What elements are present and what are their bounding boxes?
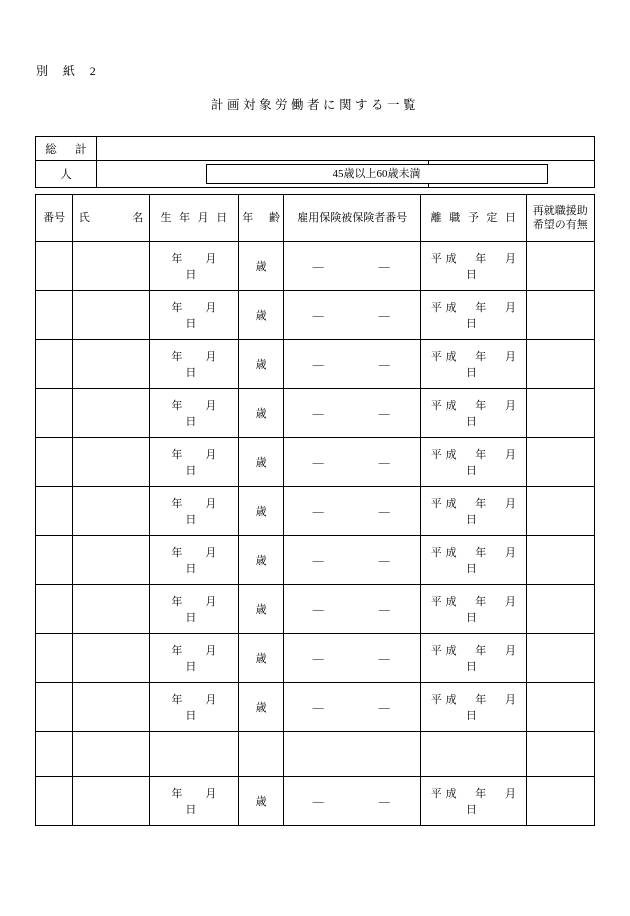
cell-leave-date-text: 平成 年 月 日 bbox=[430, 351, 535, 379]
cell-no[interactable] bbox=[36, 242, 73, 291]
table-row bbox=[36, 683, 595, 732]
table-row bbox=[36, 634, 595, 683]
header-reemployment bbox=[526, 195, 594, 242]
cell-leave-date[interactable] bbox=[421, 634, 535, 683]
cell-reemployment[interactable] bbox=[526, 340, 594, 389]
cell-leave-date-text: 平成 年 月 日 bbox=[430, 400, 535, 428]
cell-age[interactable] bbox=[238, 242, 284, 291]
cell-no[interactable] bbox=[36, 777, 73, 826]
table-body bbox=[36, 242, 595, 826]
cell-insurance-no-text: ― ― bbox=[312, 457, 392, 469]
cell-birth[interactable] bbox=[149, 634, 238, 683]
cell-no[interactable] bbox=[36, 389, 73, 438]
cell-leave-date[interactable] bbox=[421, 340, 535, 389]
header-age: 年 齢 bbox=[238, 195, 284, 242]
cell-age-text: 歳 bbox=[255, 702, 267, 714]
table-row bbox=[36, 389, 595, 438]
document-label: 別 紙 2 bbox=[36, 64, 98, 78]
cell-no[interactable] bbox=[36, 585, 73, 634]
cell-name[interactable] bbox=[73, 487, 150, 536]
header-leave-date: 離 職 予 定 日 bbox=[421, 195, 527, 242]
cell-reemployment[interactable] bbox=[526, 777, 594, 826]
cell-age-text: 歳 bbox=[255, 457, 267, 469]
worker-list-table bbox=[35, 194, 595, 826]
cell-insurance-no[interactable] bbox=[284, 536, 421, 585]
cell-age-text: 歳 bbox=[255, 604, 267, 616]
cell-age bbox=[238, 732, 284, 777]
cell-leave-date-text: 平成 年 月 日 bbox=[430, 547, 535, 575]
cell-leave-date[interactable] bbox=[421, 777, 535, 826]
cell-name[interactable] bbox=[73, 634, 150, 683]
cell-insurance-no-text: ― ― bbox=[312, 653, 392, 665]
cell-age[interactable] bbox=[238, 438, 284, 487]
table-row bbox=[36, 777, 595, 826]
cell-age-text: 歳 bbox=[255, 796, 267, 808]
cell-leave-date[interactable] bbox=[421, 585, 535, 634]
cell-age[interactable] bbox=[238, 487, 284, 536]
total-value-cell[interactable] bbox=[97, 137, 595, 161]
cell-insurance-no[interactable] bbox=[284, 340, 421, 389]
cell-leave-date-text: 平成 年 月 日 bbox=[430, 498, 535, 526]
cell-insurance-no[interactable] bbox=[284, 777, 421, 826]
cell-name bbox=[73, 732, 150, 777]
header-insurance-no: 雇用保険被保険者番号 bbox=[284, 195, 421, 242]
cell-leave-date[interactable] bbox=[421, 291, 535, 340]
cell-leave-date-text: 平成 年 月 日 bbox=[430, 449, 535, 477]
table-row bbox=[36, 487, 595, 536]
cell-birth[interactable] bbox=[149, 536, 238, 585]
cell-insurance-no-text: ― ― bbox=[312, 796, 392, 808]
cell-insurance-no-text: ― ― bbox=[312, 702, 392, 714]
cell-no[interactable] bbox=[36, 487, 73, 536]
cell-reemployment[interactable] bbox=[526, 634, 594, 683]
cell-insurance-no-text: ― ― bbox=[312, 408, 392, 420]
cell-age[interactable] bbox=[238, 777, 284, 826]
cell-reemployment[interactable] bbox=[526, 389, 594, 438]
cell-age[interactable] bbox=[238, 536, 284, 585]
cell-birth-text: 年 月 日 bbox=[171, 351, 240, 379]
cell-age-text: 歳 bbox=[255, 555, 267, 567]
cell-age[interactable] bbox=[238, 291, 284, 340]
cell-age[interactable] bbox=[238, 389, 284, 438]
table-row bbox=[36, 438, 595, 487]
cell-name[interactable] bbox=[73, 438, 150, 487]
cell-birth-text: 年 月 日 bbox=[171, 694, 240, 722]
cell-reemployment[interactable] bbox=[526, 536, 594, 585]
age-range-cell bbox=[263, 161, 429, 188]
cell-insurance-no-text: ― ― bbox=[312, 506, 392, 518]
cell-insurance-no[interactable] bbox=[284, 487, 421, 536]
table-row bbox=[36, 536, 595, 585]
cell-leave-date[interactable] bbox=[421, 389, 535, 438]
cell-name[interactable] bbox=[73, 291, 150, 340]
cell-birth[interactable] bbox=[149, 438, 238, 487]
cell-reemployment[interactable] bbox=[526, 291, 594, 340]
cell-birth[interactable] bbox=[149, 291, 238, 340]
cell-leave-date-text: 平成 年 月 日 bbox=[430, 253, 535, 281]
cell-insurance-no[interactable] bbox=[284, 291, 421, 340]
cell-no bbox=[36, 732, 73, 777]
cell-reemployment[interactable] bbox=[526, 487, 594, 536]
cell-birth[interactable] bbox=[149, 487, 238, 536]
cell-birth[interactable] bbox=[149, 683, 238, 732]
cell-birth[interactable] bbox=[149, 585, 238, 634]
cell-insurance-no bbox=[284, 732, 421, 777]
cell-name[interactable] bbox=[73, 683, 150, 732]
cell-birth[interactable] bbox=[149, 340, 238, 389]
cell-leave-date-text: 平成 年 月 日 bbox=[430, 596, 535, 624]
cell-birth[interactable] bbox=[149, 242, 238, 291]
document-title: 計画対象労働者に関する一覧 bbox=[210, 98, 419, 112]
cell-age-text: 歳 bbox=[255, 359, 267, 371]
table-header-row bbox=[36, 195, 595, 242]
cell-age[interactable] bbox=[238, 340, 284, 389]
cell-age-text: 歳 bbox=[255, 261, 267, 273]
cell-leave-date-text: 平成 年 月 日 bbox=[430, 788, 535, 816]
cell-insurance-no-text: ― ― bbox=[312, 310, 392, 322]
cell-birth-text: 年 月 日 bbox=[171, 400, 240, 428]
table-row-continuation bbox=[36, 732, 595, 777]
cell-birth-text: 年 月 日 bbox=[171, 253, 240, 281]
cell-name[interactable] bbox=[73, 242, 150, 291]
cell-leave-date[interactable] bbox=[421, 487, 535, 536]
cell-birth[interactable] bbox=[149, 777, 238, 826]
header-reemployment-line2: 希望の有無 bbox=[532, 219, 588, 231]
header-no: 番号 bbox=[36, 195, 73, 242]
cell-insurance-no[interactable] bbox=[284, 438, 421, 487]
cell-age-text: 歳 bbox=[255, 653, 267, 665]
cell-insurance-no[interactable] bbox=[284, 634, 421, 683]
cell-insurance-no-text: ― ― bbox=[312, 261, 392, 273]
summary-row-bottom bbox=[36, 161, 595, 188]
cell-leave-date-text: 平成 年 月 日 bbox=[430, 302, 535, 330]
summary-table bbox=[35, 136, 595, 188]
cell-birth-text: 年 月 日 bbox=[171, 449, 240, 477]
cell-leave-date bbox=[421, 732, 527, 777]
cell-leave-date[interactable] bbox=[421, 536, 535, 585]
cell-age-text: 歳 bbox=[255, 408, 267, 420]
cell-birth[interactable] bbox=[149, 389, 238, 438]
cell-reemployment[interactable] bbox=[526, 683, 594, 732]
cell-name[interactable] bbox=[73, 389, 150, 438]
cell-name[interactable] bbox=[73, 585, 150, 634]
cell-reemployment[interactable] bbox=[526, 438, 594, 487]
header-birth: 生 年 月 日 bbox=[149, 195, 238, 242]
cell-no[interactable] bbox=[36, 634, 73, 683]
cell-name[interactable] bbox=[73, 777, 150, 826]
cell-leave-date[interactable] bbox=[421, 438, 535, 487]
cell-leave-date-text: 平成 年 月 日 bbox=[430, 645, 535, 673]
cell-insurance-no-text: ― ― bbox=[312, 604, 392, 616]
table-row bbox=[36, 242, 595, 291]
cell-reemployment[interactable] bbox=[526, 585, 594, 634]
cell-name[interactable] bbox=[73, 340, 150, 389]
cell-reemployment[interactable] bbox=[526, 242, 594, 291]
cell-birth-text: 年 月 日 bbox=[171, 645, 240, 673]
cell-no[interactable] bbox=[36, 438, 73, 487]
summary-row-top bbox=[36, 137, 595, 161]
cell-insurance-no[interactable] bbox=[284, 389, 421, 438]
total-label: 総 計 bbox=[36, 137, 97, 161]
cell-leave-date[interactable] bbox=[421, 683, 535, 732]
cell-insurance-no-text: ― ― bbox=[312, 359, 392, 371]
cell-birth-text: 年 月 日 bbox=[171, 302, 240, 330]
age-range-label: 45歳以上60歳未満 bbox=[206, 164, 548, 184]
cell-leave-date-text: 平成 年 月 日 bbox=[430, 694, 535, 722]
cell-no[interactable] bbox=[36, 340, 73, 389]
cell-insurance-no-text: ― ― bbox=[312, 555, 392, 567]
cell-name[interactable] bbox=[73, 536, 150, 585]
cell-no[interactable] bbox=[36, 291, 73, 340]
cell-age[interactable] bbox=[238, 585, 284, 634]
cell-age-text: 歳 bbox=[255, 310, 267, 322]
header-reemployment-line1: 再就職援助 bbox=[532, 204, 588, 217]
cell-birth-text: 年 月 日 bbox=[171, 498, 240, 526]
cell-no[interactable] bbox=[36, 536, 73, 585]
cell-reemployment bbox=[526, 732, 594, 777]
table-row bbox=[36, 340, 595, 389]
cell-birth-text: 年 月 日 bbox=[171, 547, 240, 575]
cell-birth-text: 年 月 日 bbox=[171, 596, 240, 624]
cell-insurance-no[interactable] bbox=[284, 242, 421, 291]
cell-birth bbox=[149, 732, 238, 777]
cell-age[interactable] bbox=[238, 634, 284, 683]
cell-birth-text: 年 月 日 bbox=[171, 788, 240, 816]
cell-age-text: 歳 bbox=[255, 506, 267, 518]
cell-insurance-no[interactable] bbox=[284, 683, 421, 732]
total-unit: 人 bbox=[36, 161, 97, 188]
table-row bbox=[36, 585, 595, 634]
cell-no[interactable] bbox=[36, 683, 73, 732]
table-row bbox=[36, 291, 595, 340]
cell-leave-date[interactable] bbox=[421, 242, 535, 291]
cell-insurance-no[interactable] bbox=[284, 585, 421, 634]
cell-age[interactable] bbox=[238, 683, 284, 732]
header-name: 氏 名 bbox=[73, 195, 150, 242]
